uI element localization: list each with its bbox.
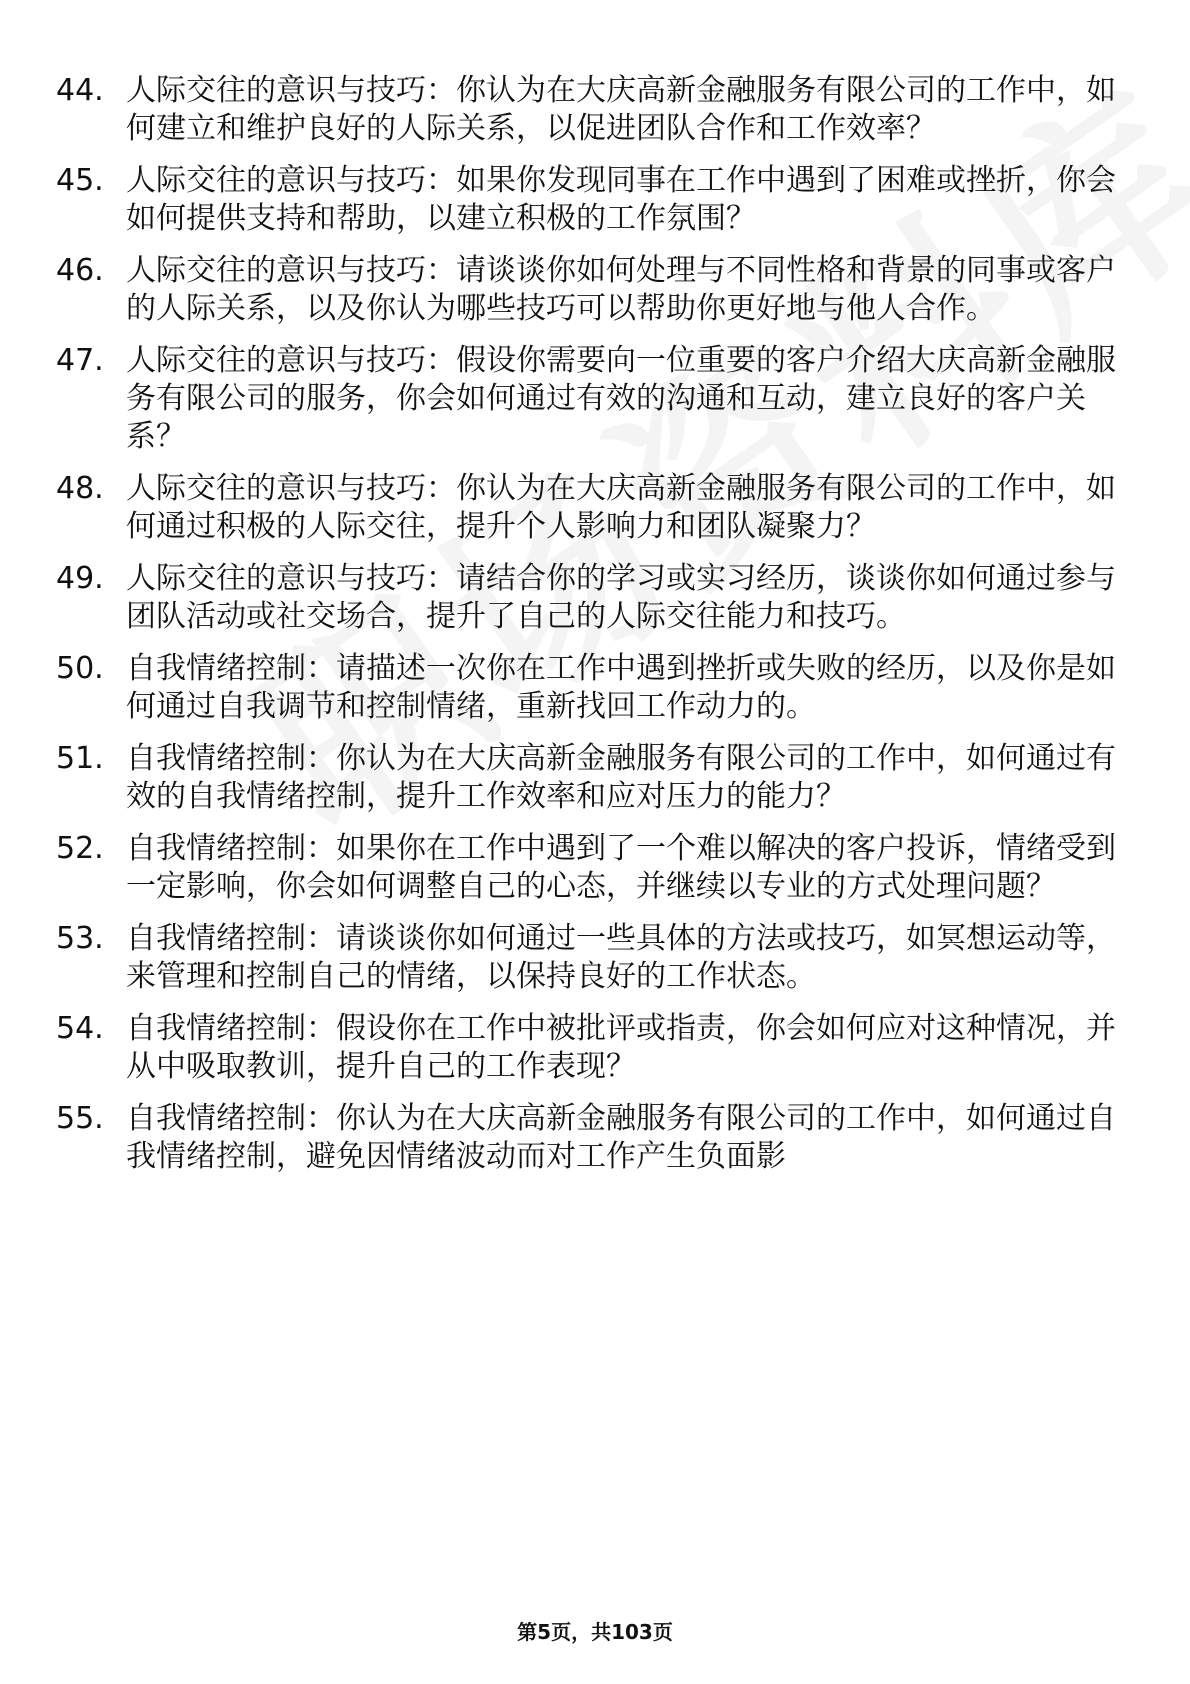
item-number: 46.: [56, 253, 104, 288]
item-number: 50.: [56, 651, 104, 686]
item-number: 55.: [56, 1101, 104, 1136]
item-number: 44.: [56, 73, 104, 108]
item-text: 自我情绪控制：假设你在工作中被批评或指责，你会如何应对这种情况，并从中吸取教训，提升自己的工作表现？: [126, 1011, 1116, 1084]
item-number: 54.: [56, 1011, 104, 1046]
list-item: [56, 1100, 1116, 1176]
item-text: 自我情绪控制：如果你在工作中遇到了一个难以解决的客户投诉，情绪受到一定影响，你会如何调整自己的心态，并继续以专业的方式处理问题？: [126, 831, 1116, 904]
item-text: 人际交往的意识与技巧：假设你需要向一位重要的客户介绍大庆高新金融服务有限公司的服务，你会如何通过有效的沟通和互动，建立良好的客户关系？: [126, 343, 1116, 454]
question-list: [56, 72, 1116, 1190]
item-number: 48.: [56, 471, 104, 506]
item-text: 自我情绪控制：你认为在大庆高新金融服务有限公司的工作中，如何通过有效的自我情绪控制，提升工作效率和应对压力的能力？: [126, 741, 1116, 814]
list-item: [56, 252, 1116, 328]
list-item: [56, 740, 1116, 816]
list-item: [56, 162, 1116, 238]
list-item: [56, 560, 1116, 636]
item-number: 45.: [56, 163, 104, 198]
list-item: [56, 650, 1116, 726]
item-text: 人际交往的意识与技巧：请谈谈你如何处理与不同性格和背景的同事或客户的人际关系，以及你认为哪些技巧可以帮助你更好地与他人合作。: [126, 253, 1116, 326]
item-text: 人际交往的意识与技巧：如果你发现同事在工作中遇到了困难或挫折，你会如何提供支持和帮助，以建立积极的工作氛围？: [126, 163, 1116, 236]
list-item: [56, 470, 1116, 546]
item-number: 53.: [56, 921, 104, 956]
item-text: 自我情绪控制：请谈谈你如何通过一些具体的方法或技巧，如冥想运动等，来管理和控制自己的情绪，以保持良好的工作状态。: [126, 921, 1116, 994]
item-text: 自我情绪控制：请描述一次你在工作中遇到挫折或失败的经历，以及你是如何通过自我调节和控制情绪，重新找回工作动力的。: [126, 651, 1116, 724]
list-item: [56, 342, 1116, 456]
item-number: 47.: [56, 343, 104, 378]
item-text: 人际交往的意识与技巧：你认为在大庆高新金融服务有限公司的工作中，如何建立和维护良好的人际关系，以促进团队合作和工作效率？: [126, 73, 1116, 146]
item-number: 51.: [56, 741, 104, 776]
page-footer: 第5页，共103页: [517, 1620, 673, 1644]
item-text: 自我情绪控制：你认为在大庆高新金融服务有限公司的工作中，如何通过自我情绪控制，避免因情绪波动而对工作产生负面影: [126, 1101, 1116, 1174]
item-number: 52.: [56, 831, 104, 866]
item-text: 人际交往的意识与技巧：你认为在大庆高新金融服务有限公司的工作中，如何通过积极的人际交往，提升个人影响力和团队凝聚力？: [126, 471, 1116, 544]
item-number: 49.: [56, 561, 104, 596]
list-item: [56, 1010, 1116, 1086]
list-item: [56, 830, 1116, 906]
list-item: [56, 920, 1116, 996]
list-item: [56, 72, 1116, 148]
item-text: 人际交往的意识与技巧：请结合你的学习或实习经历，谈谈你如何通过参与团队活动或社交场合，提升了自己的人际交往能力和技巧。: [126, 561, 1116, 634]
